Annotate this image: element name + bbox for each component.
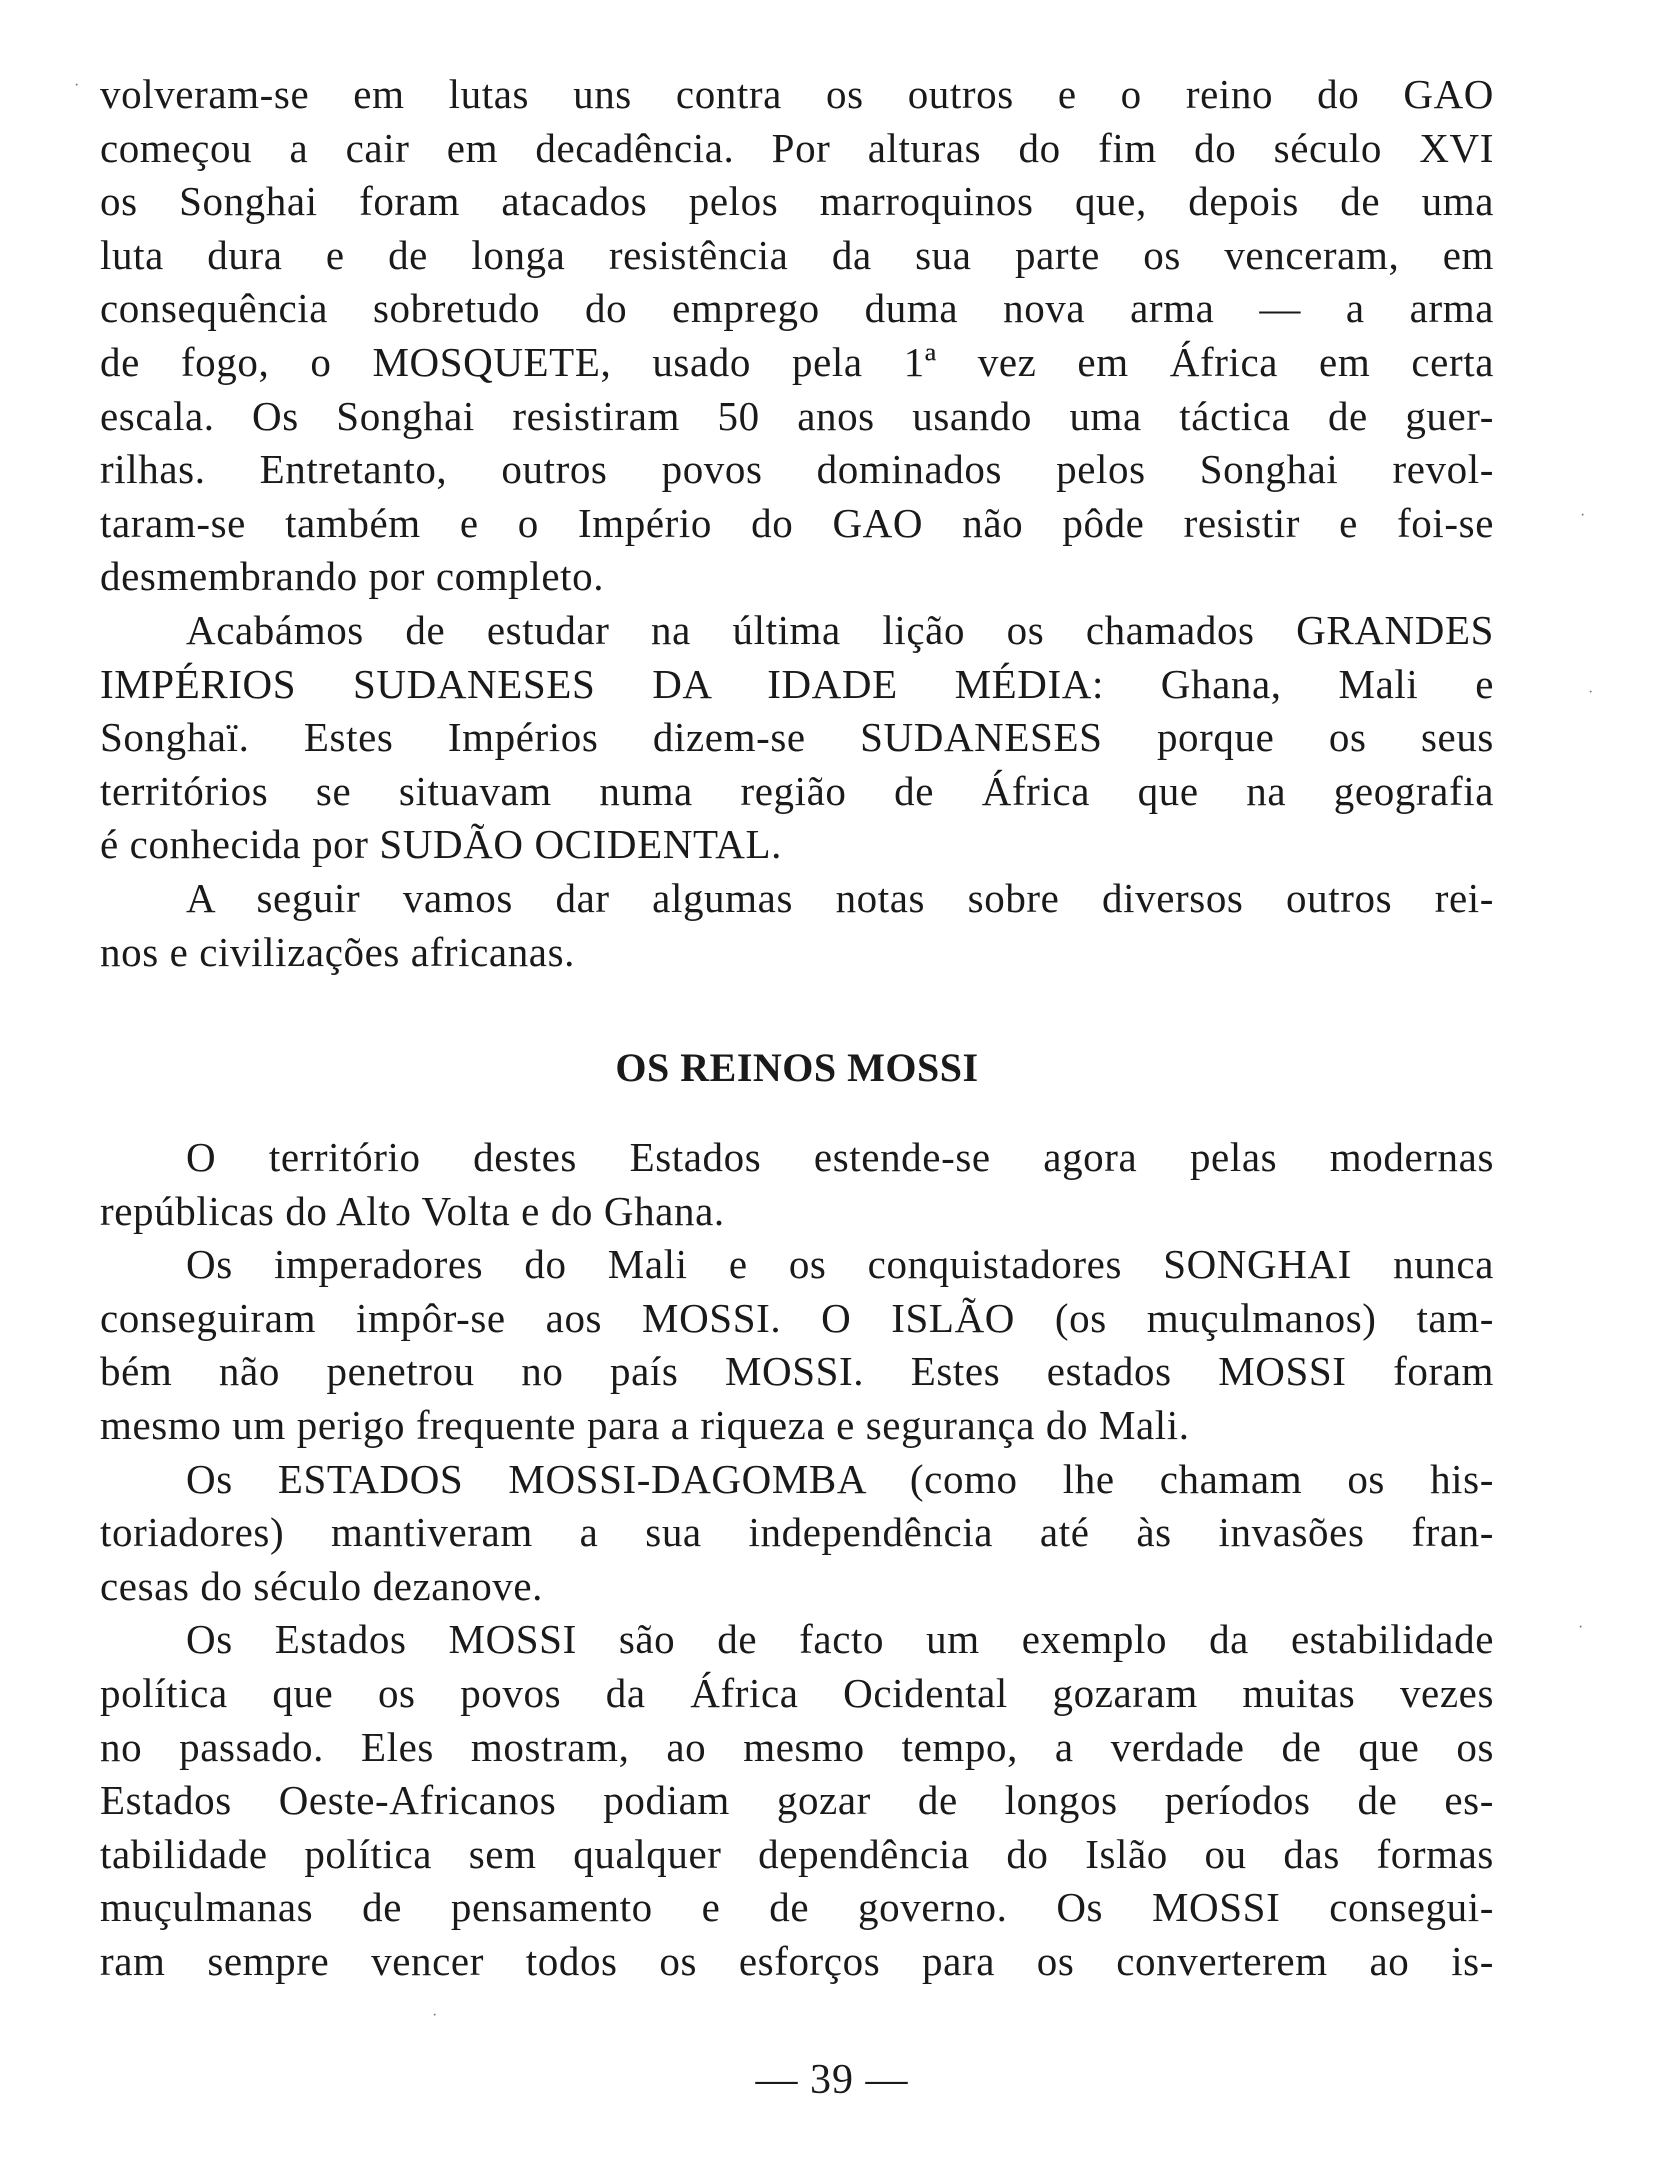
- text-line: taram-se também e o Império do GAO não pôde resistir e foi-se: [100, 499, 1494, 546]
- page-number: — 39 —: [755, 2057, 909, 2103]
- scan-speck: ·: [1578, 1619, 1584, 1636]
- scan-speck: ·: [1580, 507, 1586, 524]
- text-line: mesmo um perigo frequente para a riqueza e segurança do Mali.: [100, 1401, 1190, 1448]
- scan-speck: ·: [1588, 684, 1594, 701]
- text-line: A seguir vamos dar algumas notas sobre diversos outros rei-: [186, 874, 1494, 921]
- text-line: O território destes Estados estende-se agora pelas modernas: [186, 1134, 1494, 1180]
- text-line: no passado. Eles mostram, ao mesmo tempo, a verdade de que os: [100, 1723, 1494, 1770]
- text-line: tabilidade política sem qualquer dependência do Islão ou das formas: [100, 1830, 1494, 1877]
- page-content: [100, 68, 1494, 1984]
- text-line: cesas do século dezanove.: [100, 1562, 544, 1609]
- text-line: nos e civilizações africanas.: [100, 928, 576, 975]
- text-line: bém não penetrou no país MOSSI. Estes estados MOSSI foram: [100, 1348, 1494, 1395]
- text-line: conseguiram impôr-se aos MOSSI. O ISLÃO (os muçulmanos) tam-: [100, 1294, 1494, 1341]
- text-line: começou a cair em decadência. Por alturas do fim do século XVI: [100, 124, 1494, 171]
- text-line: consequência sobretudo do emprego duma nova arma — a arma: [100, 285, 1494, 332]
- text-block-intro: [100, 68, 1494, 979]
- text-line: é conhecida por SUDÃO OCIDENTAL.: [100, 821, 783, 868]
- text-line: escala. Os Songhai resistiram 50 anos usando uma táctica de guer-: [100, 392, 1494, 439]
- text-line: toriadores) mantiveram a sua independência até às invasões fran-: [100, 1509, 1494, 1556]
- text-line: luta dura e de longa resistência da sua parte os venceram, em: [100, 231, 1494, 278]
- text-line: Songhaï. Estes Impérios dizem-se SUDANESES porque os seus: [100, 714, 1494, 761]
- text-line: IMPÉRIOS SUDANESES DA IDADE MÉDIA: Ghana, Mali e: [100, 660, 1494, 707]
- text-line: territórios se situavam numa região de África que na geografia: [100, 767, 1494, 814]
- text-line: Os ESTADOS MOSSI-DAGOMBA (como lhe chamam os his-: [186, 1455, 1494, 1502]
- scan-speck: ·: [74, 77, 80, 94]
- text-line: desmembrando por completo.: [100, 553, 605, 600]
- text-line: Estados Oeste-Africanos podiam gozar de longos períodos de es-: [100, 1777, 1494, 1824]
- section-heading: OS REINOS MOSSI: [615, 1045, 979, 1090]
- text-line: volveram-se em lutas uns contra os outros e o reino do GAO: [100, 71, 1494, 117]
- text-line: de fogo, o MOSQUETE, usado pela 1ª vez em África em certa: [100, 338, 1494, 385]
- text-line: Acabámos de estudar na última lição os chamados GRANDES: [186, 606, 1494, 653]
- text-line: rilhas. Entretanto, outros povos dominados pelos Songhai revol-: [100, 446, 1494, 493]
- text-line: muçulmanas de pensamento e de governo. Os MOSSI consegui-: [100, 1884, 1494, 1931]
- text-line: ram sempre vencer todos os esforços para os converterem ao is-: [100, 1937, 1494, 1984]
- text-line: repúblicas do Alto Volta e do Ghana.: [100, 1187, 725, 1234]
- scan-speck: ·: [432, 2007, 438, 2024]
- text-line: política que os povos da África Ocidental gozaram muitas vezes: [100, 1669, 1494, 1716]
- text-line: os Songhai foram atacados pelos marroquinos que, depois de uma: [100, 178, 1494, 225]
- text-block-mossi: [100, 1131, 1494, 1989]
- text-line: Os Estados MOSSI são de facto um exemplo da estabilidade: [186, 1616, 1494, 1663]
- text-line: Os imperadores do Mali e os conquistadores SONGHAI nunca: [186, 1241, 1494, 1288]
